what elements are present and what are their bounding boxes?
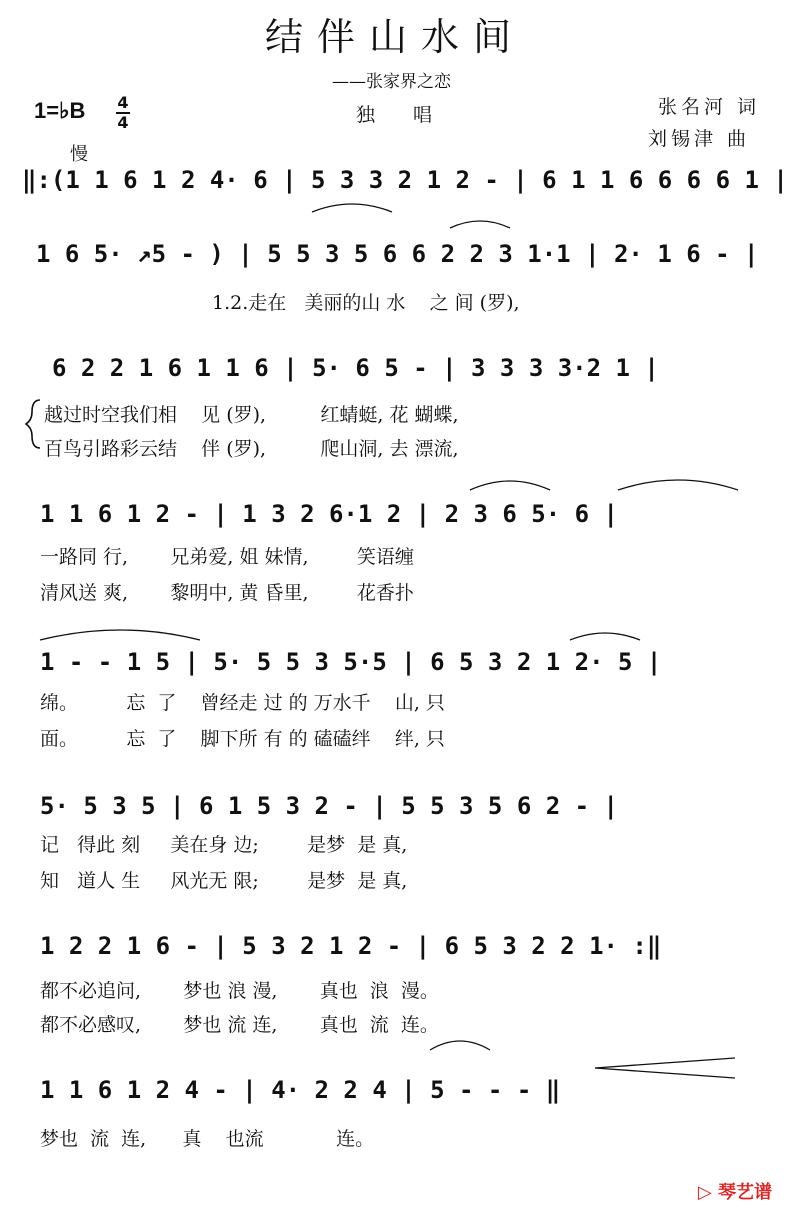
notation-line: ‖:(1 1 6 1 2 4· 6 | 5 3 3 2 1 2 - | 6 1 1 6 6 6 6 1 | [22,166,788,194]
slur [40,630,200,640]
lyric-brace [26,400,40,448]
slur [570,633,640,640]
notation-line: 1 1 6 1 2 4 - | 4· 2 2 4 | 5 - - - ‖ [40,1076,561,1104]
notation-line: 1 1 6 1 2 - | 1 3 2 6·1 2 | 2 3 6 5· 6 | [40,500,618,528]
notation-line: 1 - - 1 5 | 5· 5 5 3 5·5 | 6 5 3 2 1 2· 5 | [40,648,662,676]
lyricist-credit: 张名河 词 [658,96,761,118]
slur [312,204,392,212]
notation-line: 1 6 5· ↗5 - ) | 5 5 3 5 6 6 2 2 3 1·1 | 2· 1 6 - | [36,240,759,268]
lyric-line: 越过时空我们相 见 (罗), 红蜻蜓, 花 蝴蝶, [44,404,459,426]
lyric-line: 知 道人 生 风光无 限; 是梦 是 真, [40,870,408,892]
watermark-logo [698,1178,772,1204]
slur [430,1041,490,1050]
meter-top: 4 [117,93,129,112]
performance-type: 独唱 [356,104,471,126]
notation-line: 6 2 2 1 6 1 1 6 | 5· 6 5 - | 3 3 3 3·2 1 | [52,354,659,382]
lyric-line: 1.2.走在 美丽的山 水 之 间 (罗), [212,292,520,314]
tempo-marking: 慢 [70,144,88,165]
slur [470,481,550,490]
watermark-text: 琴艺谱 [718,1182,772,1203]
logo-icon: ▷ [697,1182,712,1203]
song-subtitle: ——张家界之恋 [332,72,451,92]
notation-line: 5· 5 3 5 | 6 1 5 3 2 - | 5 5 3 5 6 2 - | [40,792,618,820]
lyric-line: 一路同 行, 兄弟爱, 姐 妹情, 笑语缠 [40,546,414,568]
composer-credit: 刘锡津 曲 [648,128,751,150]
key-signature: 1=♭B [34,98,86,123]
crescendo-top [595,1058,735,1068]
slur [450,221,510,228]
lyric-line: 都不必追问, 梦也 浪 漫, 真也 浪 漫。 [40,980,439,1002]
lyric-line: 记 得此 刻 美在身 边; 是梦 是 真, [40,834,408,856]
notation-line: 1 2 2 1 6 - | 5 3 2 1 2 - | 6 5 3 2 2 1· :‖ [40,932,662,960]
lyric-line: 百鸟引路彩云结 伴 (罗), 爬山洞, 去 漂流, [44,438,459,460]
meter-bottom: 4 [117,113,129,132]
lyric-line: 面。 忘 了 脚下所 有 的 磕磕绊 绊, 只 [40,728,445,750]
lyric-line: 绵。 忘 了 曾经走 过 的 万水千 山, 只 [40,692,445,714]
time-signature [116,94,130,132]
lyric-line: 梦也 流 连, 真 也流 连。 [40,1128,375,1150]
slur [618,480,738,490]
song-title: 结伴山水间 [264,15,525,59]
lyric-line: 都不必感叹, 梦也 流 连, 真也 流 连。 [40,1014,439,1036]
lyric-line: 清风送 爽, 黎明中, 黄 昏里, 花香扑 [40,582,414,604]
